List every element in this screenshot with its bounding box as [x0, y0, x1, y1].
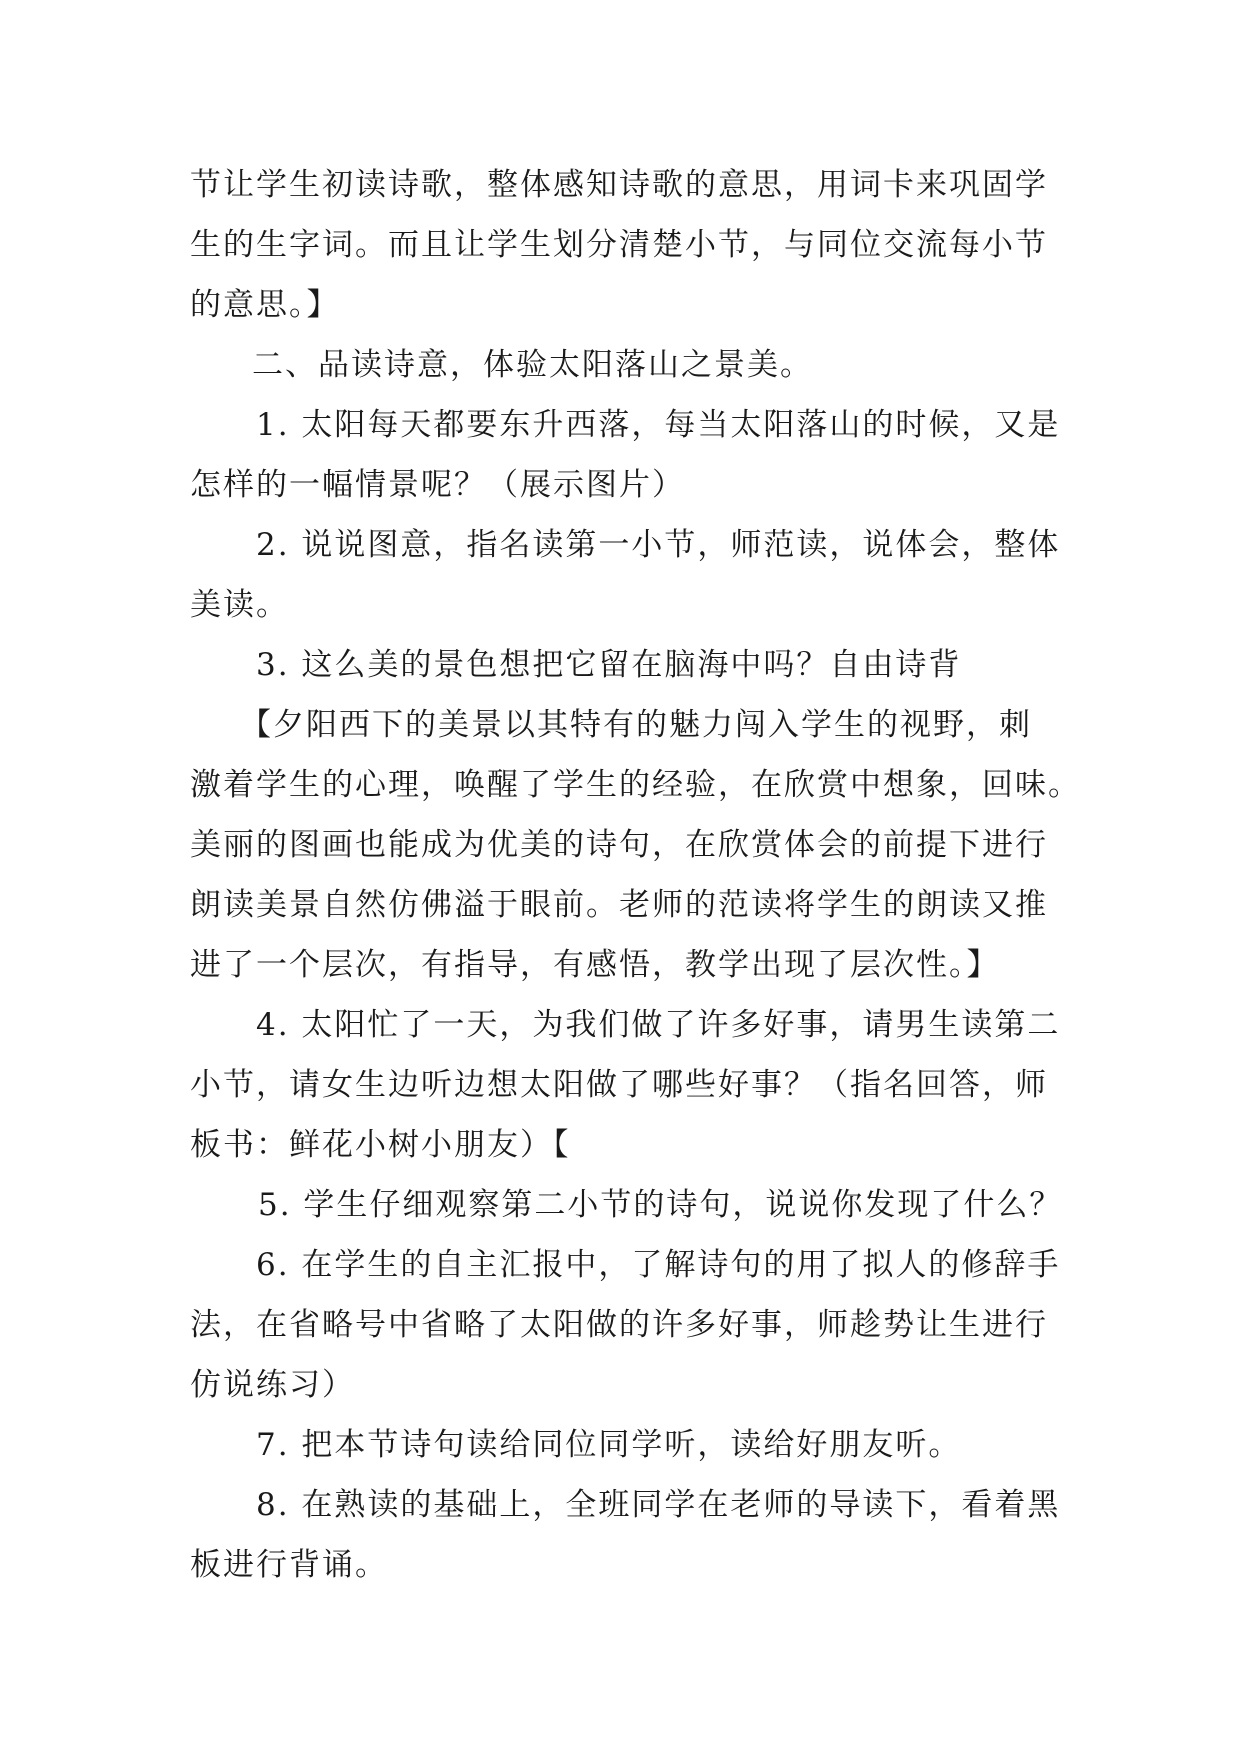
- list-item: 6. 在学生的自主汇报中，了解诗句的用了拟人的修辞手: [256, 1247, 1061, 1283]
- text-line: 仿说练习）: [190, 1367, 355, 1403]
- list-item: 3. 这么美的景色想把它留在脑海中吗？自由诗背: [256, 647, 962, 683]
- text-line: 激着学生的心理，唤醒了学生的经验，在欣赏中想象，回味。: [190, 767, 1081, 803]
- list-item: 1. 太阳每天都要东升西落，每当太阳落山的时候，又是: [256, 407, 1061, 443]
- text-line: 美丽的图画也能成为优美的诗句，在欣赏体会的前提下进行: [190, 827, 1048, 863]
- commentary-line: 【夕阳西下的美景以其特有的魅力闯入学生的视野，刺: [240, 707, 1032, 743]
- list-item: 8. 在熟读的基础上，全班同学在老师的导读下，看着黑: [256, 1487, 1061, 1523]
- text-line: 朗读美景自然仿佛溢于眼前。老师的范读将学生的朗读又推: [190, 887, 1048, 923]
- document-body: [190, 155, 1081, 1595]
- list-item: 4. 太阳忙了一天，为我们做了许多好事，请男生读第二: [256, 1007, 1061, 1043]
- text-line: 节让学生初读诗歌，整体感知诗歌的意思，用词卡来巩固学: [190, 167, 1048, 203]
- text-line: 板进行背诵。: [190, 1547, 388, 1583]
- text-line: 怎样的一幅情景呢？（展示图片）: [190, 467, 685, 503]
- text-line: 生的生字词。而且让学生划分清楚小节，与同位交流每小节: [190, 227, 1048, 263]
- list-item: 5. 学生仔细观察第二小节的诗句，说说你发现了什么？: [258, 1187, 1063, 1223]
- text-line: 进了一个层次，有指导，有感悟，教学出现了层次性。】: [190, 947, 1000, 983]
- text-line: 美读。: [190, 587, 289, 623]
- section-heading: 二、品读诗意，体验太阳落山之景美。: [252, 347, 813, 383]
- text-line: 的意思。】: [190, 287, 340, 323]
- text-line: 小节，请女生边听边想太阳做了哪些好事？（指名回答，师: [190, 1067, 1048, 1103]
- list-item: 2. 说说图意，指名读第一小节，师范读，说体会，整体: [256, 527, 1061, 563]
- text-line: 板书：鲜花小树小朋友）【: [190, 1127, 571, 1163]
- list-item: 7. 把本节诗句读给同位同学听，读给好朋友听。: [256, 1427, 962, 1463]
- text-line: 法，在省略号中省略了太阳做的许多好事，师趁势让生进行: [190, 1307, 1048, 1343]
